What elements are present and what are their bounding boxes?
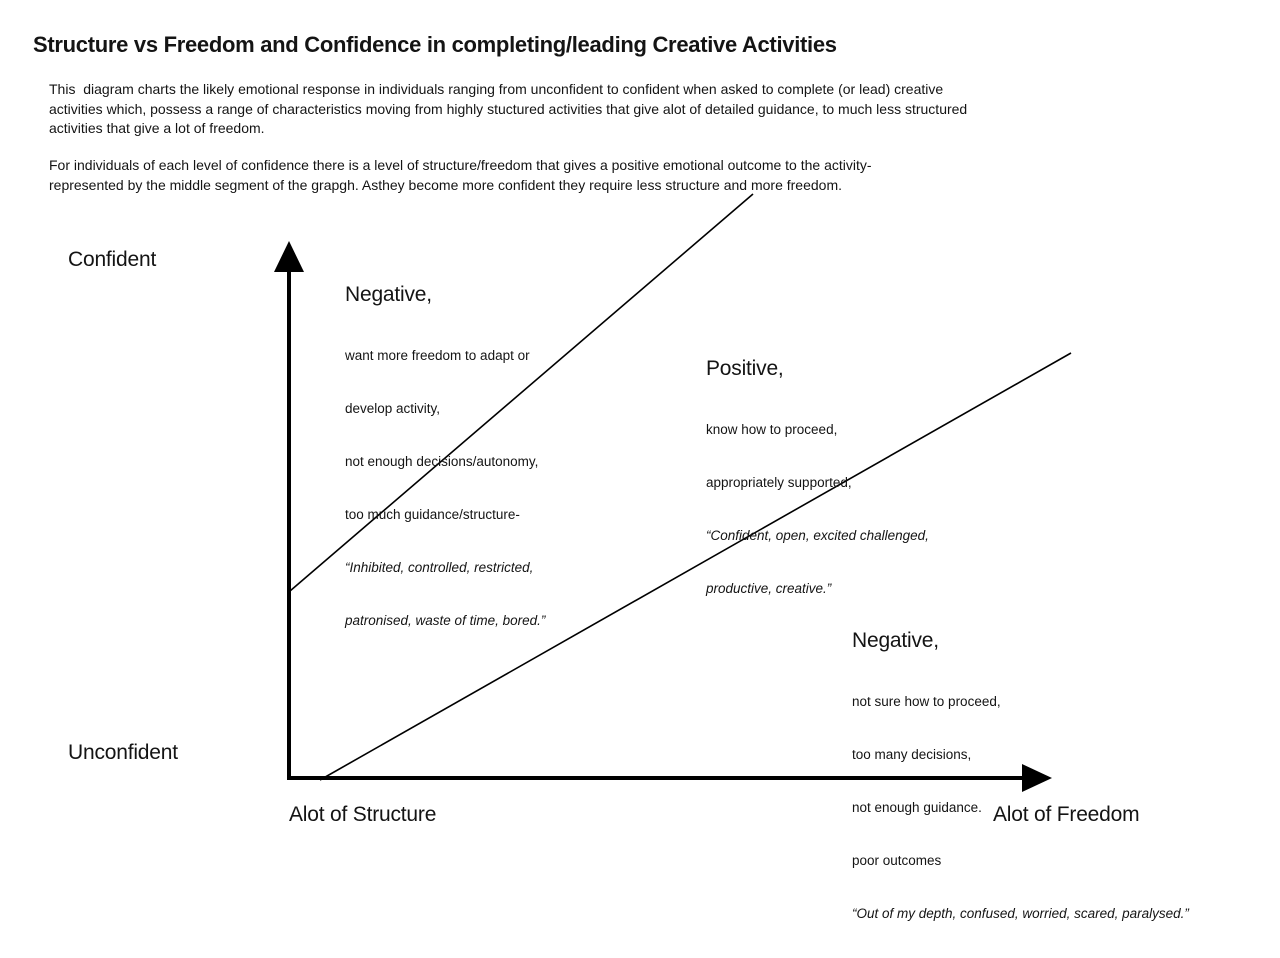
annotation-heading: Negative, [345,283,432,306]
annotation-negative-freedom [852,592,1189,958]
annotation-line: not enough decisions/autonomy, [345,454,539,469]
paragraph-line: represented by the middle segment of the grapgh. Asthey become more confident they require less structure and more freedom. [49,176,842,193]
annotation-line: not sure how to proceed, [852,694,1001,709]
annotation-line: too many decisions, [852,747,972,762]
annotation-heading: Negative, [852,629,939,652]
annotation-negative-structure [345,246,545,665]
paragraph-line: This diagram charts the likely emotional response in individuals ranging from unconfident to confident when asked to complete (or lead) creative [49,81,944,97]
x-axis-left-label: Alot of Structure [289,803,437,826]
annotation-quote-line: “Inhibited, controlled, restricted, [345,560,534,575]
annotation-quote-line: “Confident, open, excited challenged, [706,528,929,543]
page-title: Structure vs Freedom and Confidence in completing/leading Creative Activities [33,32,837,57]
paragraph-line: For individuals of each level of confidence there is a level of structure/freedom that gives a positive emotional outcome to the activity- [49,157,872,173]
y-axis-bottom-label: Unconfident [68,741,178,764]
annotation-positive [706,320,929,633]
paragraph-line: activities that give a lot of freedom. [49,120,265,136]
annotation-line: not enough guidance. [852,800,982,815]
y-axis-top-label: Confident [68,248,157,271]
annotation-line: develop activity, [345,401,441,416]
annotation-line: know how to proceed, [706,422,838,437]
annotation-quote-line: patronised, waste of time, bored.” [345,613,546,628]
x-axis-right-label: Alot of Freedom [993,803,1140,826]
paragraph-line: activities which, possess a range of characteristics moving from highly stuctured activities that give alot of detailed guidance, to much less structured [49,100,968,117]
annotation-line: appropriately supported, [706,475,852,490]
annotation-line: too much guidance/structure- [345,507,520,522]
annotation-line: poor outcomes [852,853,942,868]
y-axis-arrowhead-icon [274,241,304,272]
annotation-quote-line: “Out of my depth, confused, worried, scared, paralysed.” [852,906,1189,921]
annotation-line: want more freedom to adapt or [345,348,530,363]
annotation-heading: Positive, [706,357,784,380]
annotation-quote-line: productive, creative.” [706,581,832,596]
